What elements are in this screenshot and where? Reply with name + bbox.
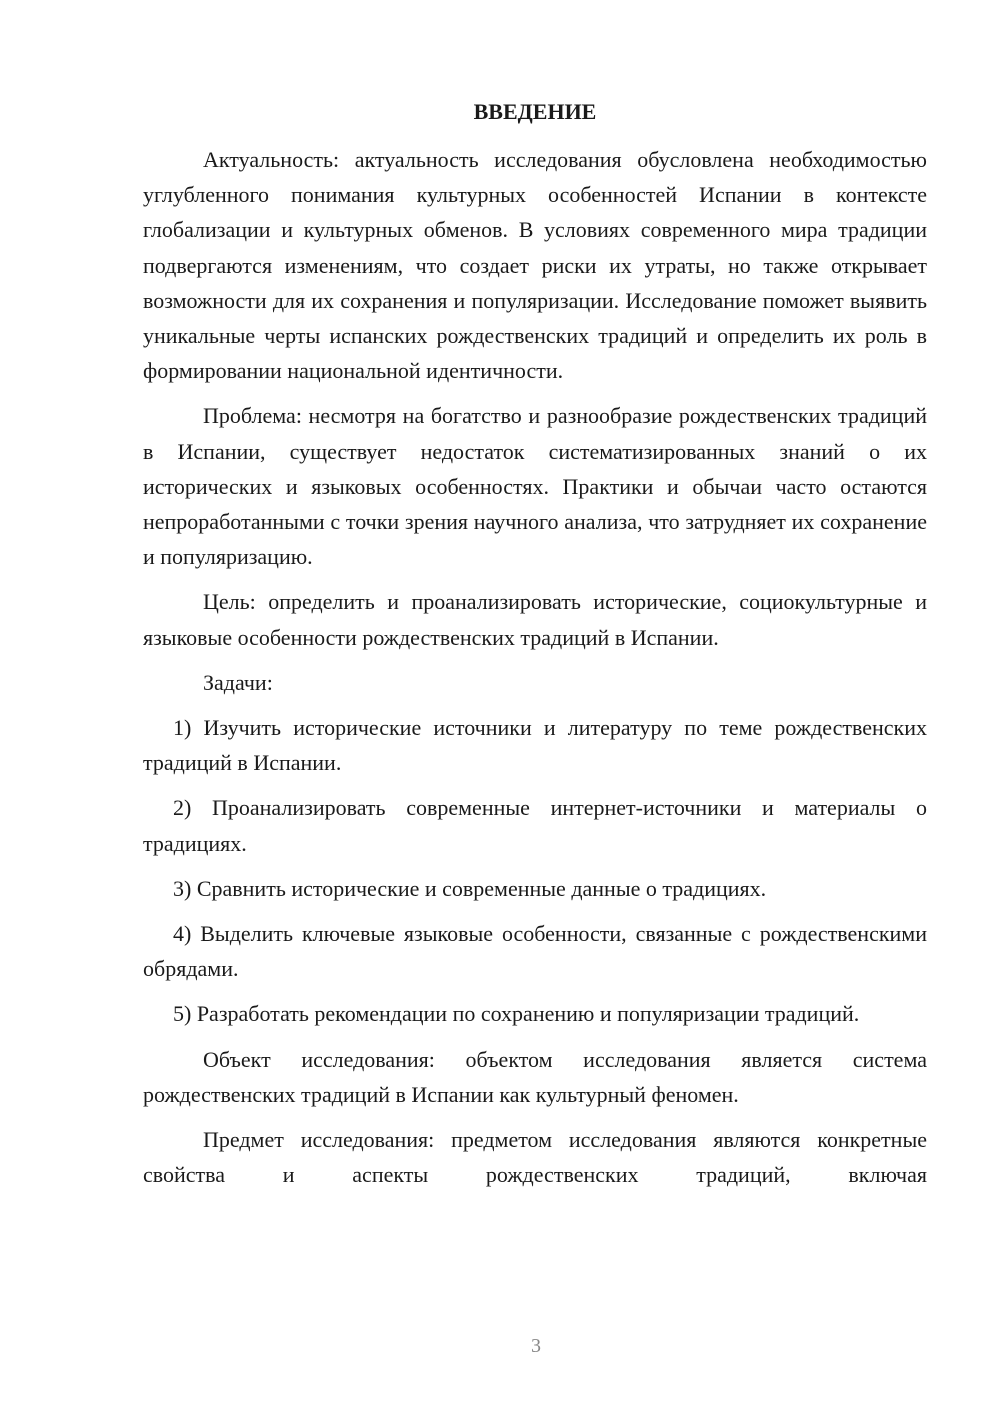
page-number: 3 bbox=[531, 1335, 541, 1357]
document-page bbox=[143, 94, 927, 1192]
task-item-3: 3) Сравнить исторические и современные данные о традициях. bbox=[173, 875, 767, 901]
paragraph-relevance: Актуальность: актуальность исследования обусловлена необходимостью углубленного понимания культурных особенностей Испании в контексте глобализации и культурных обменов. В условиях современного мира традиции подвергаются изменениям, что создает риски их утраты, но также открывает возможности для их сохранения и популяризации. Исследование поможет выявить уникальные черты испанских рождественских традиций и определить их роль в формировании национальной идентичности. bbox=[143, 147, 927, 384]
paragraph-object: Объект исследования: объектом исследования является система рождественских традиций в Испании как культурный феномен. bbox=[143, 1046, 927, 1107]
task-item-2: 2) Проанализировать современные интернет-источники и материалы о традициях. bbox=[143, 795, 927, 856]
task-item-4: 4) Выделить ключевые языковые особенности, связанные с рождественскими обрядами. bbox=[143, 921, 927, 982]
task-item-5: 5) Разработать рекомендации по сохранению и популяризации традиций. bbox=[173, 1001, 860, 1027]
paragraph-problem: Проблема: несмотря на богатство и разнообразие рождественских традиций в Испании, существует недостаток систематизированных знаний о их исторических и языковых особенностях. Практики и обычаи часто остаются непроработанными с точки зрения научного анализа, что затрудняет их сохранение и популяризацию. bbox=[143, 403, 927, 570]
paragraph-goal: Цель: определить и проанализировать исторические, социокультурные и языковые особенности рождественских традиций в Испании. bbox=[143, 589, 927, 650]
document-title: ВВЕДЕНИЕ bbox=[473, 99, 597, 124]
paragraph-subject: Предмет исследования: предметом исследования являются конкретные свойства и аспекты рождественских традиций, включая bbox=[143, 1127, 927, 1188]
paragraph-tasks-heading: Задачи: bbox=[203, 669, 273, 695]
task-item-1: 1) Изучить исторические источники и литературу по теме рождественских традиций в Испании. bbox=[143, 715, 927, 776]
